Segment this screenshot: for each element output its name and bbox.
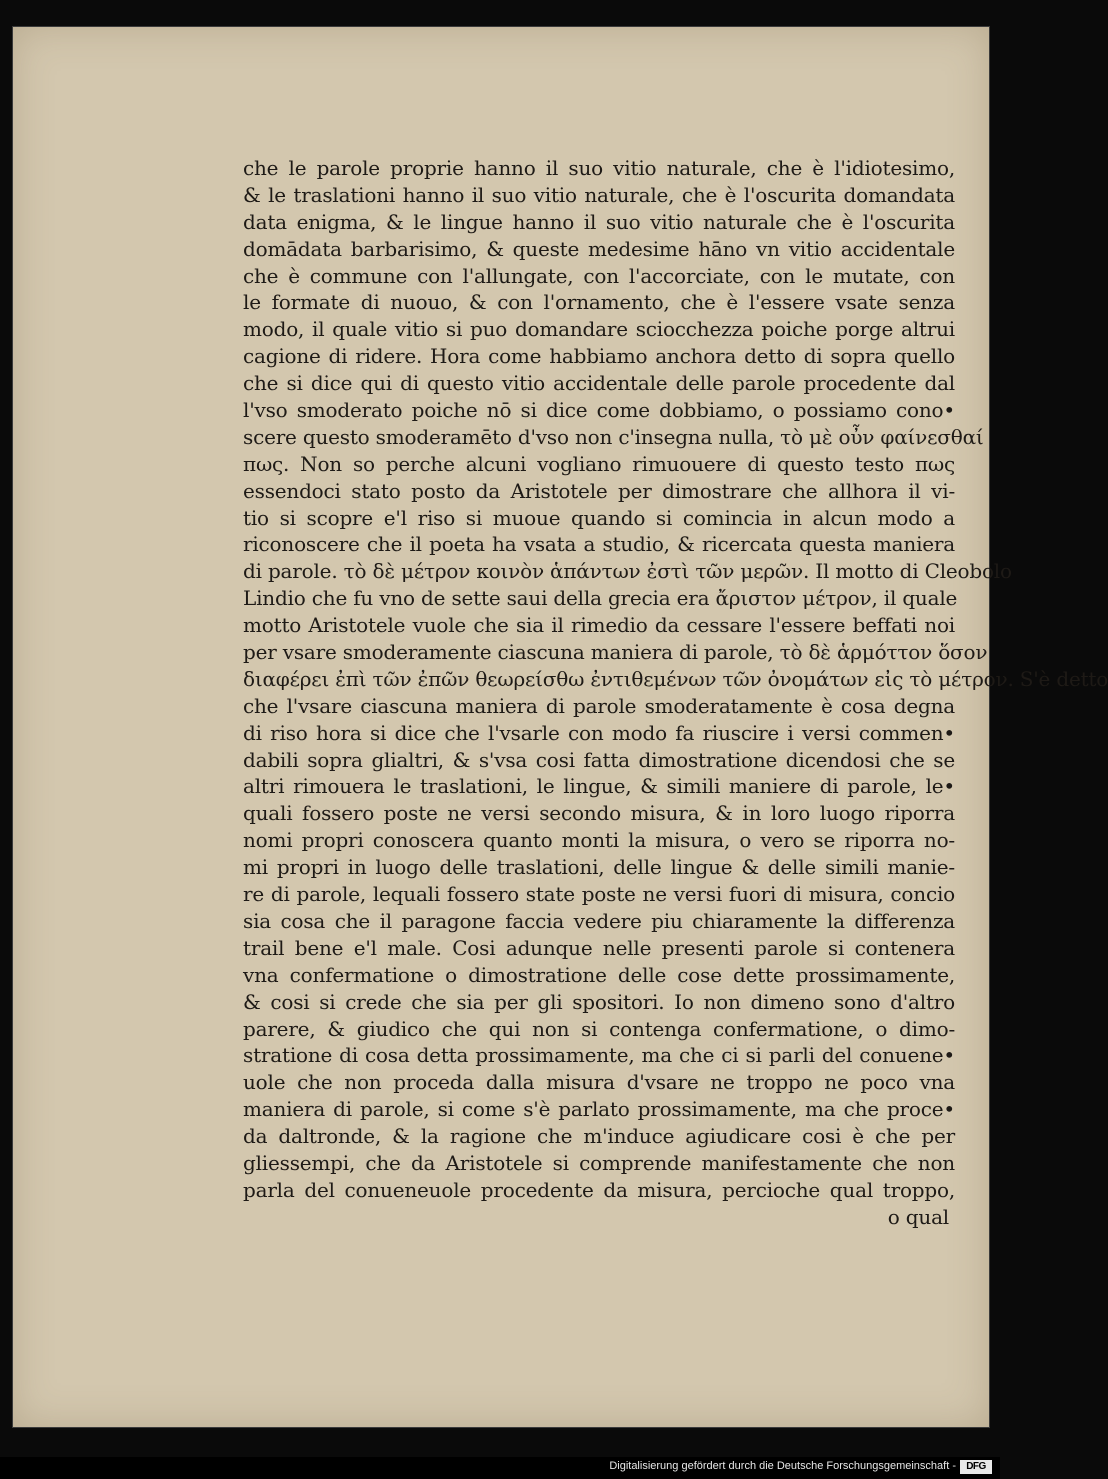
text-line: che si dice qui di questo vitio accidentale delle parole procedente dal (243, 371, 955, 396)
text-line: maniera di parole, si come s'è parlato prossimamente, ma che proce• (243, 1097, 955, 1122)
dfg-logo-icon: DFG (960, 1460, 992, 1474)
text-line: o qual (887, 1204, 949, 1229)
text-line: trail bene e'l male. Cosi adunque nelle presenti parole si contenera (243, 935, 955, 960)
text-line: data enigma, & le lingue hanno il suo vitio naturale che è l'oscurita (243, 209, 955, 234)
text-line: sia cosa che il paragone faccia vedere piu chiaramente la differenza (243, 908, 955, 933)
text-line: domādata barbarisimo, & queste medesime hāno vn vitio accidentale (243, 236, 955, 261)
text-line: & le traslationi hanno il suo vitio naturale, che è l'oscurita domandata (243, 182, 955, 207)
text-line: modo, il quale vitio si puo domandare sciocchezza poiche porge altrui (243, 317, 955, 342)
footer-credit: Digitalisierung gefördert durch die Deutsche Forschungsgemeinschaft - (609, 1460, 956, 1472)
text-line: nomi propri conoscera quanto monti la misura, o vero se riporra no- (243, 828, 955, 853)
text-line: le formate di nuouo, & con l'ornamento, che è l'essere vsate senza (243, 290, 955, 315)
text-line: riconoscere che il poeta ha vsata a studio, & ricercata questa maniera (243, 532, 955, 557)
text-line: che l'vsare ciascuna maniera di parole smoderatamente è cosa degna (243, 693, 955, 718)
text-line: l'vso smoderato poiche nō si dice come dobbiamo, o possiamo cono• (243, 398, 955, 423)
text-line: gliessempi, che da Aristotele si comprende manifestamente che non (243, 1150, 955, 1175)
text-line: dabili sopra glialtri, & s'vsa cosi fatta dimostratione dicendosi che se (243, 747, 955, 772)
text-line: che le parole proprie hanno il suo vitio naturale, che è l'idiotesimo, (243, 156, 955, 180)
text-line: mi propri in luogo delle traslationi, delle lingue & delle simili manie- (243, 855, 955, 880)
text-line: stratione di cosa detta prossimamente, ma che ci si parli del conuene• (243, 1043, 955, 1068)
text-line: πως. Non so perche alcuni vogliano rimuouere di questo testo πως (243, 451, 955, 476)
text-line: per vsare smoderamente ciascuna maniera di parole, τὸ δὲ ἁρμόττον ὅσον (243, 640, 988, 665)
text-line: vna confermatione o dimostratione delle cose dette prossimamente, (243, 962, 955, 987)
text-line: scere questo smoderamēto d'vso non c'insegna nulla, τὸ μὲ οὖν φαίνεσθαί (243, 424, 984, 449)
text-line: quali fossero poste ne versi secondo misura, & in loro luogo riporra (243, 801, 955, 826)
text-line: cagione di ridere. Hora come habbiamo anchora detto di sopra quello (243, 344, 955, 369)
text-line: che è commune con l'allungate, con l'accorciate, con le mutate, con (243, 263, 955, 288)
text-line: uole che non proceda dalla misura d'vsare ne troppo ne poco vna (243, 1070, 955, 1095)
text-line: διαφέρει ἐπὶ τῶν ἐπῶν θεωρείσθω ἐντιθεμένων τῶν ὀνομάτων εἰς τὸ μέτρον. S'è detto (243, 666, 1108, 691)
text-line: re di parole, lequali fossero state poste ne versi fuori di misura, concio (243, 882, 955, 907)
page-text (243, 155, 1108, 1231)
text-line: di riso hora si dice che l'vsarle con modo fa riuscire i versi commen• (243, 720, 955, 745)
text-line: parere, & giudico che qui non si contenga confermatione, o dimo- (243, 1016, 955, 1041)
footer-bar (0, 1457, 1000, 1479)
text-line: essendoci stato posto da Aristotele per dimostrare che allhora il vi- (243, 478, 955, 503)
text-line: tio si scopre e'l riso si muoue quando si comincia in alcun modo a (243, 505, 955, 530)
book-page (12, 26, 1108, 1428)
text-line: altri rimouera le traslationi, le lingue, & simili maniere di parole, le• (243, 774, 955, 799)
text-line: parla del conueneuole procedente da misura, percioche qual troppo, (243, 1177, 955, 1202)
text-line: Lindio che fu vno de sette saui della grecia era ἄριστον μέτρον, il quale (243, 586, 958, 611)
text-line: di parole. τὸ δὲ μέτρον κοινὸν ἁπάντων ἐστὶ τῶν μερῶν. Il motto di Cleobolo (243, 559, 1012, 584)
text-line: & cosi si crede che sia per gli spositori. Io non dimeno sono d'altro (243, 989, 955, 1014)
text-line: motto Aristotele vuole che sia il rimedio da cessare l'essere beffati noi (243, 613, 955, 638)
text-line: da daltronde, & la ragione che m'induce agiudicare cosi è che per (243, 1124, 955, 1149)
